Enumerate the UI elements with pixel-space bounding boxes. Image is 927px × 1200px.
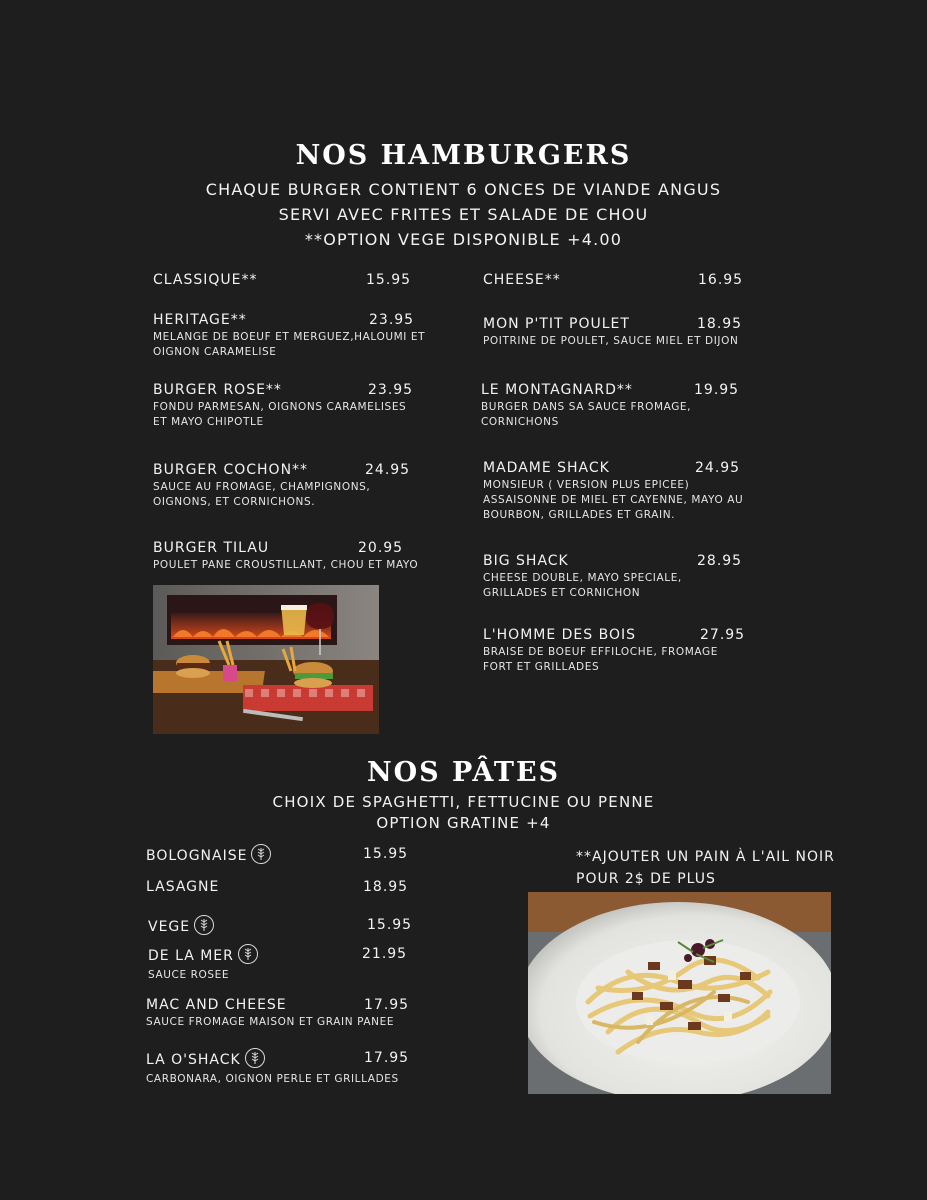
menu-item: [148, 946, 418, 983]
burgers-subtitle: [0, 177, 927, 252]
item-price: 17.95: [364, 997, 410, 1013]
pasta-subtitle-line: OPTION GRATINE +4: [376, 814, 551, 832]
menu-item: [483, 460, 753, 523]
item-description: SAUCE ROSEE: [148, 969, 230, 981]
item-name: LE MONTAGNARD**: [481, 382, 633, 398]
item-price: 24.95: [695, 460, 741, 476]
item-price: 18.95: [363, 879, 409, 895]
item-price: 18.95: [697, 316, 743, 332]
wheat-badge-icon: [245, 1048, 265, 1068]
pasta-photo: [528, 892, 831, 1094]
menu-item: [148, 917, 418, 937]
item-name: BURGER TILAU: [153, 540, 270, 556]
item-name: MON P'TIT POULET: [483, 316, 630, 332]
item-name: BIG SHACK: [483, 553, 569, 569]
item-description: POITRINE DE POULET, SAUCE MIEL ET DIJON: [483, 335, 739, 347]
item-name: LA O'SHACK: [146, 1052, 241, 1068]
pasta-title: NOS PÂTES: [366, 757, 561, 788]
item-description: MELANGE DE BOEUF ET MERGUEZ,HALOUMI ET OIGNON CARAMELISE: [153, 331, 426, 358]
pasta-subtitle: [0, 792, 927, 834]
item-description: BURGER DANS SA SAUCE FROMAGE, CORNICHONS: [481, 401, 692, 428]
item-description: SAUCE FROMAGE MAISON ET GRAIN PANEE: [146, 1016, 395, 1028]
item-price: 17.95: [364, 1050, 410, 1066]
burgers-subtitle-line: SERVI AVEC FRITES ET SALADE DE CHOU: [278, 205, 649, 224]
note-line: **AJOUTER UN PAIN À L'AIL NOIR: [576, 849, 835, 865]
wheat-badge-icon: [194, 915, 214, 935]
item-description: CARBONARA, OIGNON PERLE ET GRILLADES: [146, 1073, 399, 1085]
item-description: FONDU PARMESAN, OIGNONS CARAMELISES ET MAYO CHIPOTLE: [153, 401, 407, 428]
menu-item: [146, 879, 416, 895]
note-line: POUR 2$ DE PLUS: [576, 871, 716, 887]
item-price: 23.95: [368, 382, 414, 398]
wheat-badge-icon: [251, 844, 271, 864]
item-description: CHEESE DOUBLE, MAYO SPECIALE, GRILLADES ET CORNICHON: [483, 572, 682, 599]
menu-item: [483, 627, 746, 675]
item-price: 19.95: [694, 382, 740, 398]
item-price: 15.95: [367, 917, 413, 933]
item-name: MADAME SHACK: [483, 460, 610, 476]
item-name: L'HOMME DES BOIS: [483, 627, 637, 643]
item-name: BURGER ROSE**: [153, 382, 282, 398]
item-price: 28.95: [697, 553, 743, 569]
menu-item: [153, 312, 428, 360]
item-name: BOLOGNAISE: [146, 848, 248, 864]
pasta-subtitle-line: CHOIX DE SPAGHETTI, FETTUCINE OU PENNE: [272, 793, 655, 811]
wheat-badge-icon: [238, 944, 258, 964]
item-name: LASAGNE: [146, 879, 220, 895]
item-price: 24.95: [365, 462, 411, 478]
menu-item: [153, 462, 411, 510]
menu-item: [483, 316, 763, 349]
menu-item: [153, 272, 433, 288]
menu-item: [153, 540, 428, 573]
menu-item: [146, 997, 426, 1030]
item-description: POULET PANE CROUSTILLANT, CHOU ET MAYO: [153, 559, 419, 571]
burgers-subtitle-line: CHAQUE BURGER CONTIENT 6 ONCES DE VIANDE ANGUS: [205, 180, 722, 199]
item-name: MAC AND CHEESE: [146, 997, 287, 1013]
item-price: 15.95: [363, 846, 409, 862]
menu-item: [146, 846, 416, 866]
item-price: 27.95: [700, 627, 746, 643]
item-name: CLASSIQUE**: [153, 272, 258, 288]
item-description: MONSIEUR ( VERSION PLUS EPICEE) ASSAISONNE DE MIEL ET CAYENNE, MAYO AU BOURBON, GRILLADES ET GRAIN.: [483, 479, 744, 521]
item-description: SAUCE AU FROMAGE, CHAMPIGNONS, OIGNONS, ET CORNICHONS.: [153, 481, 371, 508]
item-name: VEGE: [148, 919, 191, 935]
item-name: HERITAGE**: [153, 312, 247, 328]
item-name: DE LA MER: [148, 948, 234, 964]
item-price: 16.95: [698, 272, 744, 288]
burgers-subtitle-line: **OPTION VEGE DISPONIBLE +4.00: [304, 230, 623, 249]
item-price: 15.95: [366, 272, 412, 288]
item-description: BRAISE DE BOEUF EFFILOCHE, FROMAGE FORT ET GRILLADES: [483, 646, 718, 673]
menu-item: [153, 382, 418, 430]
garlic-bread-note: [576, 846, 835, 890]
menu-item: [481, 382, 740, 430]
burgers-title: NOS HAMBURGERS: [295, 140, 632, 171]
menu-item: [146, 1050, 426, 1087]
item-price: 23.95: [369, 312, 415, 328]
item-price: 20.95: [358, 540, 404, 556]
item-price: 21.95: [362, 946, 408, 962]
menu-item: [483, 553, 743, 601]
burger-photo: [153, 585, 379, 734]
item-name: CHEESE**: [483, 272, 561, 288]
item-name: BURGER COCHON**: [153, 462, 309, 478]
menu-item: [483, 272, 763, 288]
